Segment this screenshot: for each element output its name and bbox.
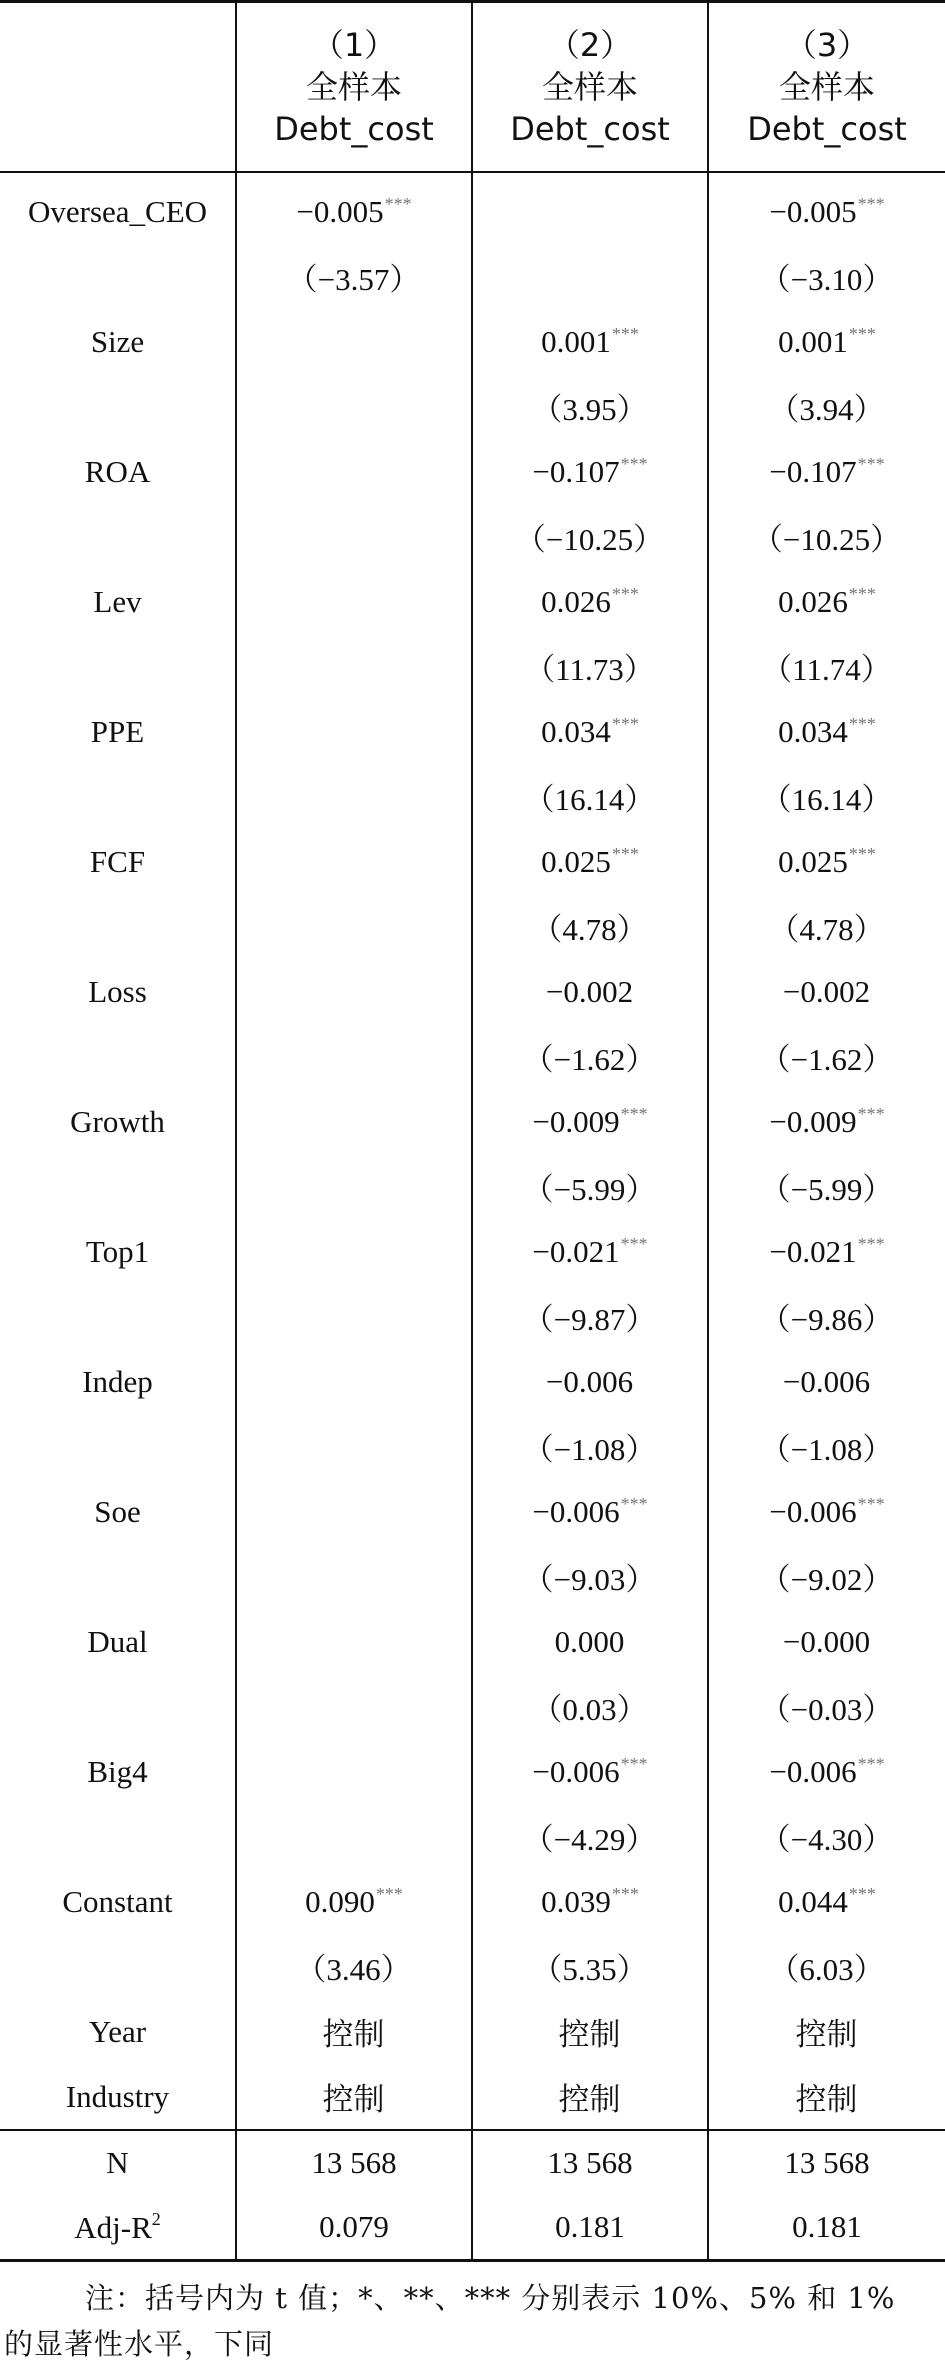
header-corner-cell [0, 2, 236, 173]
cell-value: 0.025 [778, 843, 848, 879]
cell-value: （16.14） [760, 782, 893, 817]
table-row [0, 569, 945, 634]
cell-col-1 [236, 439, 472, 504]
cell-value: （0.03） [531, 1692, 648, 1727]
cell-col-3 [708, 309, 945, 374]
significance-stars: *** [857, 1103, 885, 1124]
cell-col-1 [236, 1739, 472, 1804]
cell-col-2 [472, 829, 708, 894]
cell-value: （3.46） [295, 1952, 412, 1987]
row-label: Soe [94, 1493, 141, 1529]
table-row [0, 1349, 945, 1414]
significance-stars: *** [384, 193, 412, 214]
cell-col-1 [236, 1609, 472, 1674]
cell-value: −0.006 [532, 1493, 620, 1529]
cell-value: （5.35） [531, 1952, 648, 1987]
cell-value: （4.78） [768, 912, 885, 947]
cell-value: （−4.29） [522, 1822, 657, 1857]
cell-col-2 [472, 1479, 708, 1544]
cell-col-1 [236, 1479, 472, 1544]
cell-col-3 [708, 1479, 945, 1544]
table-row-tstat [0, 374, 945, 439]
table-row-tstat [0, 1284, 945, 1349]
significance-stars: *** [620, 1103, 648, 1124]
row-label: Dual [87, 1623, 148, 1659]
row-label [0, 764, 236, 829]
table-row-tstat [0, 504, 945, 569]
cell-value: 0.039 [541, 1883, 611, 1919]
cell-col-3 [708, 374, 945, 439]
cell-value: 0.034 [541, 713, 611, 749]
significance-stars: *** [848, 713, 876, 734]
cell-value: （11.74） [761, 652, 892, 687]
cell-value: （−1.62） [759, 1042, 894, 1077]
cell-value: （−3.10） [759, 262, 894, 297]
table-row-tstat [0, 244, 945, 309]
cell-col-2 [472, 1349, 708, 1414]
cell-col-2 [472, 959, 708, 1024]
cell-col-2 [472, 1414, 708, 1479]
cell-value: 控制 [795, 2082, 858, 2118]
cell-col-2 [472, 634, 708, 699]
cell-col-1 [236, 634, 472, 699]
table-row-tstat [0, 1674, 945, 1739]
significance-stars: *** [848, 1883, 876, 1904]
cell-col-1 [236, 894, 472, 959]
cell-value: （−1.62） [522, 1042, 657, 1077]
observations-row [0, 2130, 945, 2195]
cell-value: （−10.25） [514, 522, 665, 557]
cell-col-1 [236, 829, 472, 894]
table-header [0, 2, 945, 173]
table-row [0, 2064, 945, 2130]
cell-col-2 [472, 1284, 708, 1349]
cell-col-1 [236, 1219, 472, 1284]
cell-col-2 [472, 244, 708, 309]
cell-col-2 [472, 1089, 708, 1154]
header-col-1-number: （1） [311, 26, 397, 64]
cell-col-3 [708, 1739, 945, 1804]
row-label: Oversea_CEO [27, 193, 208, 229]
table-row [0, 829, 945, 894]
cell-col-3 [708, 1934, 945, 1999]
row-label [0, 1284, 236, 1349]
cell-col-3 [708, 764, 945, 829]
cell-value: （−4.30） [759, 1822, 894, 1857]
significance-stars: *** [857, 193, 885, 214]
row-label: ROA [84, 453, 151, 489]
cell-value: （−5.99） [522, 1172, 657, 1207]
adj-r2-superscript: 2 [151, 2208, 161, 2229]
cell-value: 控制 [322, 2082, 385, 2118]
cell-col-3 [708, 894, 945, 959]
cell-col-2 [472, 172, 708, 244]
cell-value: −0.107 [769, 453, 857, 489]
cell-col-1 [236, 1089, 472, 1154]
significance-stars: *** [848, 323, 876, 344]
cell-col-2 [472, 1024, 708, 1089]
cell-col-2 [472, 1154, 708, 1219]
cell-value: −0.005 [296, 193, 384, 229]
cell-col-1 [236, 504, 472, 569]
row-label: Big4 [87, 1753, 148, 1789]
cell-value: −0.005 [769, 193, 857, 229]
cell-col-3 [708, 1804, 945, 1869]
row-label: Lev [93, 583, 142, 619]
table-row-tstat [0, 1414, 945, 1479]
cell-value: （−9.02） [759, 1562, 894, 1597]
significance-stars: *** [611, 1883, 639, 1904]
cell-col-2 [472, 1609, 708, 1674]
significance-stars: *** [611, 583, 639, 604]
cell-value: −0.006 [532, 1753, 620, 1789]
cell-value: （−0.03） [759, 1692, 894, 1727]
significance-stars: *** [857, 453, 885, 474]
significance-stars: *** [857, 1233, 885, 1254]
cell-value: （−3.57） [286, 262, 421, 297]
cell-col-3 [708, 1999, 945, 2064]
cell-col-1 [236, 1804, 472, 1869]
cell-value: （3.94） [768, 392, 885, 427]
table-row [0, 959, 945, 1024]
cell-col-2 [472, 1804, 708, 1869]
header-row [0, 2, 945, 173]
observations-col-2: 13 568 [472, 2130, 708, 2195]
cell-col-1 [236, 959, 472, 1024]
table-row [0, 699, 945, 764]
cell-col-3 [708, 699, 945, 764]
table-row-tstat [0, 1544, 945, 1609]
cell-col-3 [708, 2064, 945, 2130]
cell-value: −0.000 [782, 1623, 871, 1659]
row-label: Growth [70, 1103, 165, 1139]
cell-col-1 [236, 1284, 472, 1349]
cell-col-2 [472, 1219, 708, 1284]
table-row-tstat [0, 1804, 945, 1869]
table-row [0, 172, 945, 244]
header-col-3 [708, 2, 945, 173]
cell-col-1 [236, 1674, 472, 1739]
row-label [0, 244, 236, 309]
header-col-2-variable: Debt_cost [510, 110, 670, 148]
cell-col-1 [236, 1934, 472, 1999]
cell-col-1 [236, 244, 472, 309]
cell-value: （−5.99） [759, 1172, 894, 1207]
header-col-3-sample: 全样本 [778, 68, 875, 106]
cell-value: −0.006 [545, 1363, 634, 1399]
cell-col-1 [236, 309, 472, 374]
cell-value: 0.000 [554, 1623, 625, 1659]
cell-col-3 [708, 439, 945, 504]
cell-col-2 [472, 1869, 708, 1934]
cell-value: （16.14） [523, 782, 656, 817]
cell-value: 0.025 [541, 843, 611, 879]
adj-r2-label-text: Adj-R [74, 2209, 152, 2245]
cell-value: 0.001 [541, 323, 611, 359]
cell-col-1 [236, 1544, 472, 1609]
cell-col-3 [708, 1284, 945, 1349]
table-body [0, 172, 945, 2130]
table-row [0, 1999, 945, 2064]
cell-value: 0.001 [778, 323, 848, 359]
cell-col-3 [708, 1219, 945, 1284]
cell-value: （−9.03） [522, 1562, 657, 1597]
adj-r2-label [0, 2195, 236, 2261]
cell-col-2 [472, 1739, 708, 1804]
table-row [0, 309, 945, 374]
cell-value: 控制 [558, 2082, 621, 2118]
row-label [0, 1674, 236, 1739]
cell-col-2 [472, 1934, 708, 1999]
cell-value: 0.026 [778, 583, 848, 619]
significance-stars: *** [611, 843, 639, 864]
significance-stars: *** [620, 1753, 648, 1774]
cell-col-3 [708, 634, 945, 699]
cell-value: −0.009 [532, 1103, 620, 1139]
row-label: Indep [82, 1363, 153, 1399]
row-label [0, 894, 236, 959]
observations-col-1: 13 568 [236, 2130, 472, 2195]
cell-col-3 [708, 1414, 945, 1479]
cell-value: 0.034 [778, 713, 848, 749]
significance-stars: *** [611, 323, 639, 344]
cell-col-1 [236, 569, 472, 634]
row-label [0, 1544, 236, 1609]
cell-value: （−10.25） [751, 522, 902, 557]
cell-value: （6.03） [768, 1952, 885, 1987]
row-label [0, 1024, 236, 1089]
cell-col-1 [236, 1414, 472, 1479]
table-note-line-2: 的显著性水平，下同 [4, 2327, 275, 2361]
adj-r2-col-1: 0.079 [236, 2195, 472, 2261]
cell-col-3 [708, 959, 945, 1024]
header-col-2-number: （2） [547, 26, 633, 64]
table-row-tstat [0, 634, 945, 699]
observations-col-3: 13 568 [708, 2130, 945, 2195]
cell-col-2 [472, 764, 708, 829]
cell-col-2 [472, 374, 708, 439]
cell-col-2 [472, 1999, 708, 2064]
significance-stars: *** [620, 1233, 648, 1254]
cell-value: −0.021 [532, 1233, 620, 1269]
cell-value: （−1.08） [759, 1432, 894, 1467]
row-label: Size [90, 323, 145, 359]
significance-stars: *** [857, 1753, 885, 1774]
adj-r2-col-2: 0.181 [472, 2195, 708, 2261]
header-col-2 [472, 2, 708, 173]
cell-col-3 [708, 1544, 945, 1609]
significance-stars: *** [848, 843, 876, 864]
row-label: Loss [88, 973, 147, 1009]
header-col-3-number: （3） [784, 26, 870, 64]
cell-value: −0.002 [782, 973, 871, 1009]
table-note-line-1: 注：括号内为 t 值；*、**、*** 分别表示 10%、5% 和 1% [85, 2281, 896, 2315]
cell-value: 0.090 [305, 1883, 375, 1919]
header-col-1 [236, 2, 472, 173]
cell-col-3 [708, 829, 945, 894]
cell-col-1 [236, 374, 472, 439]
table-row-tstat [0, 1024, 945, 1089]
cell-col-3 [708, 1154, 945, 1219]
table-row-tstat [0, 764, 945, 829]
row-label: PPE [90, 713, 145, 749]
cell-col-3 [708, 1349, 945, 1414]
cell-value: −0.021 [769, 1233, 857, 1269]
row-label: Constant [62, 1883, 173, 1919]
cell-col-1 [236, 172, 472, 244]
cell-col-3 [708, 569, 945, 634]
table-row [0, 1609, 945, 1674]
significance-stars: *** [620, 453, 648, 474]
row-label: FCF [89, 843, 146, 879]
cell-col-2 [472, 1674, 708, 1739]
cell-col-3 [708, 504, 945, 569]
cell-col-1 [236, 1349, 472, 1414]
header-col-1-sample: 全样本 [305, 68, 402, 106]
cell-col-2 [472, 699, 708, 764]
cell-value: −0.006 [782, 1363, 871, 1399]
cell-col-1 [236, 1999, 472, 2064]
cell-col-1 [236, 1024, 472, 1089]
header-col-2-sample: 全样本 [541, 68, 638, 106]
significance-stars: *** [611, 713, 639, 734]
cell-value: （4.78） [531, 912, 648, 947]
row-label [0, 504, 236, 569]
table-row [0, 1479, 945, 1544]
adj-r2-col-3: 0.181 [708, 2195, 945, 2261]
cell-col-3 [708, 1674, 945, 1739]
significance-stars: *** [857, 1493, 885, 1514]
row-label [0, 634, 236, 699]
cell-col-1 [236, 2064, 472, 2130]
row-label [0, 1934, 236, 1999]
cell-value: （−9.87） [522, 1302, 657, 1337]
cell-col-1 [236, 764, 472, 829]
cell-value: −0.002 [545, 973, 634, 1009]
header-col-1-variable: Debt_cost [274, 110, 434, 148]
cell-col-2 [472, 569, 708, 634]
cell-col-2 [472, 2064, 708, 2130]
cell-col-1 [236, 1869, 472, 1934]
significance-stars: *** [848, 583, 876, 604]
cell-col-2 [472, 894, 708, 959]
cell-col-2 [472, 504, 708, 569]
cell-value: （−1.08） [522, 1432, 657, 1467]
cell-col-3 [708, 1609, 945, 1674]
table-footer [0, 2130, 945, 2261]
cell-col-3 [708, 1869, 945, 1934]
table-row-tstat [0, 1934, 945, 1999]
row-label [0, 374, 236, 439]
cell-value: −0.006 [769, 1493, 857, 1529]
table-row [0, 439, 945, 504]
cell-value: 0.026 [541, 583, 611, 619]
significance-stars: *** [375, 1883, 403, 1904]
cell-value: 0.044 [778, 1883, 848, 1919]
cell-value: 控制 [322, 2017, 385, 2053]
row-label: Industry [65, 2078, 170, 2114]
row-label: Year [88, 2013, 147, 2049]
cell-col-1 [236, 699, 472, 764]
table-row [0, 1869, 945, 1934]
row-label [0, 1414, 236, 1479]
significance-stars: *** [620, 1493, 648, 1514]
adj-r2-row [0, 2195, 945, 2261]
cell-value: −0.107 [532, 453, 620, 489]
row-label [0, 1804, 236, 1869]
cell-value: −0.006 [769, 1753, 857, 1789]
table-note [0, 2275, 945, 2367]
row-label [0, 1154, 236, 1219]
cell-col-1 [236, 1154, 472, 1219]
cell-col-2 [472, 309, 708, 374]
header-col-3-variable: Debt_cost [747, 110, 907, 148]
cell-col-3 [708, 1024, 945, 1089]
cell-value: −0.009 [769, 1103, 857, 1139]
cell-col-3 [708, 1089, 945, 1154]
table-row-tstat [0, 1154, 945, 1219]
table-row-tstat [0, 894, 945, 959]
cell-value: 控制 [795, 2017, 858, 2053]
table-row [0, 1219, 945, 1284]
cell-value: （−9.86） [759, 1302, 894, 1337]
table-row [0, 1089, 945, 1154]
observations-label: N [0, 2130, 236, 2195]
table-row [0, 1739, 945, 1804]
cell-value: （3.95） [531, 392, 648, 427]
cell-col-2 [472, 1544, 708, 1609]
cell-value: 控制 [558, 2017, 621, 2053]
cell-col-2 [472, 439, 708, 504]
cell-col-3 [708, 172, 945, 244]
cell-value: （11.73） [524, 652, 655, 687]
cell-col-3 [708, 244, 945, 309]
row-label: Top1 [85, 1233, 150, 1269]
